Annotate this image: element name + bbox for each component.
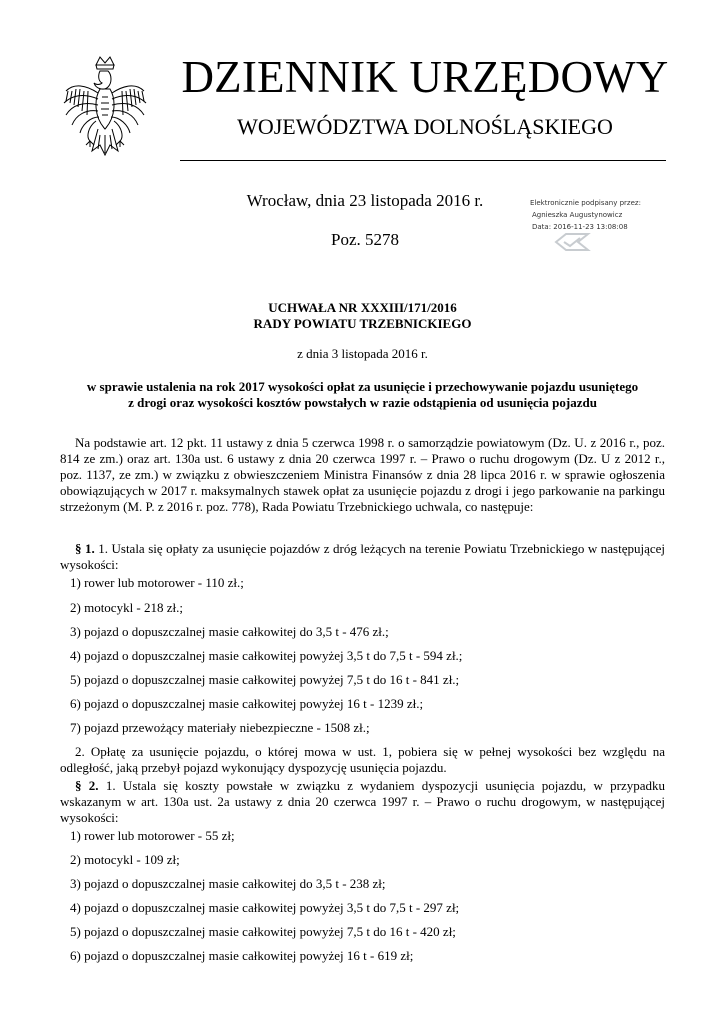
resolution-subject-line-1: w sprawie ustalenia na rok 2017 wysokości opłat za usunięcie i przechowywanie pojazdu usuniętego bbox=[86, 379, 639, 394]
resolution-council: RADY POWIATU TRZEBNICKIEGO bbox=[253, 316, 472, 331]
electronic-signature-block bbox=[530, 197, 720, 233]
resolution-date: z dnia 3 listopada 2016 r. bbox=[297, 346, 428, 361]
list-item: 1) rower lub motorower - 110 zł.; bbox=[70, 575, 244, 590]
signature-check-icon bbox=[552, 230, 592, 254]
journal-subtitle: WOJEWÓDZTWA DOLNOŚLĄSKIEGO bbox=[237, 114, 613, 139]
section-1-paragraph-1 bbox=[60, 541, 665, 573]
journal-title: DZIENNIK URZĘDOWY bbox=[181, 52, 669, 102]
resolution-subject-line-2: z drogi oraz wysokości kosztów powstałych w razie odstąpienia od usunięcia pojazdu bbox=[128, 395, 597, 410]
list-item: 7) pojazd przewożący materiały niebezpieczne - 1508 zł.; bbox=[70, 720, 370, 735]
list-item: 5) pojazd o dopuszczalnej masie całkowitej powyżej 7,5 t do 16 t - 420 zł; bbox=[70, 924, 456, 939]
eagle-emblem-icon bbox=[60, 55, 150, 167]
list-item: 3) pojazd o dopuszczalnej masie całkowitej do 3,5 t - 476 zł.; bbox=[70, 624, 389, 639]
section-1-mark: § 1. bbox=[75, 541, 95, 556]
list-item: 6) pojazd o dopuszczalnej masie całkowitej powyżej 16 t - 1239 zł.; bbox=[70, 696, 424, 711]
preamble: Na podstawie art. 12 pkt. 11 ustawy z dnia 5 czerwca 1998 r. o samorządzie powiatowym (Dz. U. z 2016 r., poz. 814 ze zm.) oraz art. 130a ust. 6 ustawy z dnia 20 czerwca 1997 r. – Prawo o ruchu drogowym (Dz. U z 2012 r., poz. 1137, ze zm.) w związku z obwieszczeniem Ministra Finansów z dnia 28 lipca 2016 r. w sprawie ogłoszenia obowiązujących w 2017 r. maksymalnych stawek opłat za usunięcie pojazdu z drogi i jego parkowanie na parkingu strzeżonym (M. P. z 2016 r. poz. 778), Rada Powiatu Trzebnickiego uchwala, co następuje: bbox=[60, 435, 665, 514]
signature-line-3: Data: 2016-11-23 13:08:08 bbox=[532, 223, 628, 231]
list-item: 4) pojazd o dopuszczalnej masie całkowitej powyżej 3,5 t do 7,5 t - 594 zł.; bbox=[70, 648, 463, 663]
resolution-number: UCHWAŁA NR XXXIII/171/2016 bbox=[268, 300, 457, 315]
signature-line-1: Elektronicznie podpisany przez: bbox=[530, 199, 641, 207]
place-and-date: Wrocław, dnia 23 listopada 2016 r. bbox=[246, 191, 484, 210]
section-2-text: 1. Ustala się koszty powstałe w związku z wydaniem dyspozycji usunięcia pojazdu, w przypadku wskazanym w art. 130a ust. 2a ustawy z dnia 20 czerwca 1997 r. – Prawo o ruchu drogowym, w następującej wysokości: bbox=[60, 778, 666, 825]
list-item: 3) pojazd o dopuszczalnej masie całkowitej do 3,5 t - 238 zł; bbox=[70, 876, 386, 891]
resolution-title bbox=[60, 300, 665, 332]
list-item: 4) pojazd o dopuszczalnej masie całkowitej powyżej 3,5 t do 7,5 t - 297 zł; bbox=[70, 900, 460, 915]
section-2-mark: § 2. bbox=[75, 778, 99, 793]
list-item: 1) rower lub motorower - 55 zł; bbox=[70, 828, 235, 843]
section-1-paragraph-2: 2. Opłatę za usunięcie pojazdu, o której mowa w ust. 1, pobiera się w pełnej wysokości bez względu na odległość, jaką przebył pojazd wykonujący dyspozycję usunięcia pojazdu. bbox=[60, 744, 665, 775]
list-item: 2) motocykl - 218 zł.; bbox=[70, 600, 184, 615]
resolution-subject bbox=[60, 379, 665, 411]
position-number: Poz. 5278 bbox=[331, 230, 399, 249]
list-item: 6) pojazd o dopuszczalnej masie całkowitej powyżej 16 t - 619 zł; bbox=[70, 948, 414, 963]
list-item: 2) motocykl - 109 zł; bbox=[70, 852, 180, 867]
section-2-paragraph-1 bbox=[60, 778, 665, 826]
list-item: 5) pojazd o dopuszczalnej masie całkowitej powyżej 7,5 t do 16 t - 841 zł.; bbox=[70, 672, 460, 687]
section-1-text: 1. Ustala się opłaty za usunięcie pojazdów z dróg leżących na terenie Powiatu Trzebnickiego w następującej wysokości: bbox=[60, 541, 666, 572]
header-divider bbox=[180, 160, 666, 161]
signature-line-2: Agnieszka Augustynowicz bbox=[532, 211, 623, 219]
